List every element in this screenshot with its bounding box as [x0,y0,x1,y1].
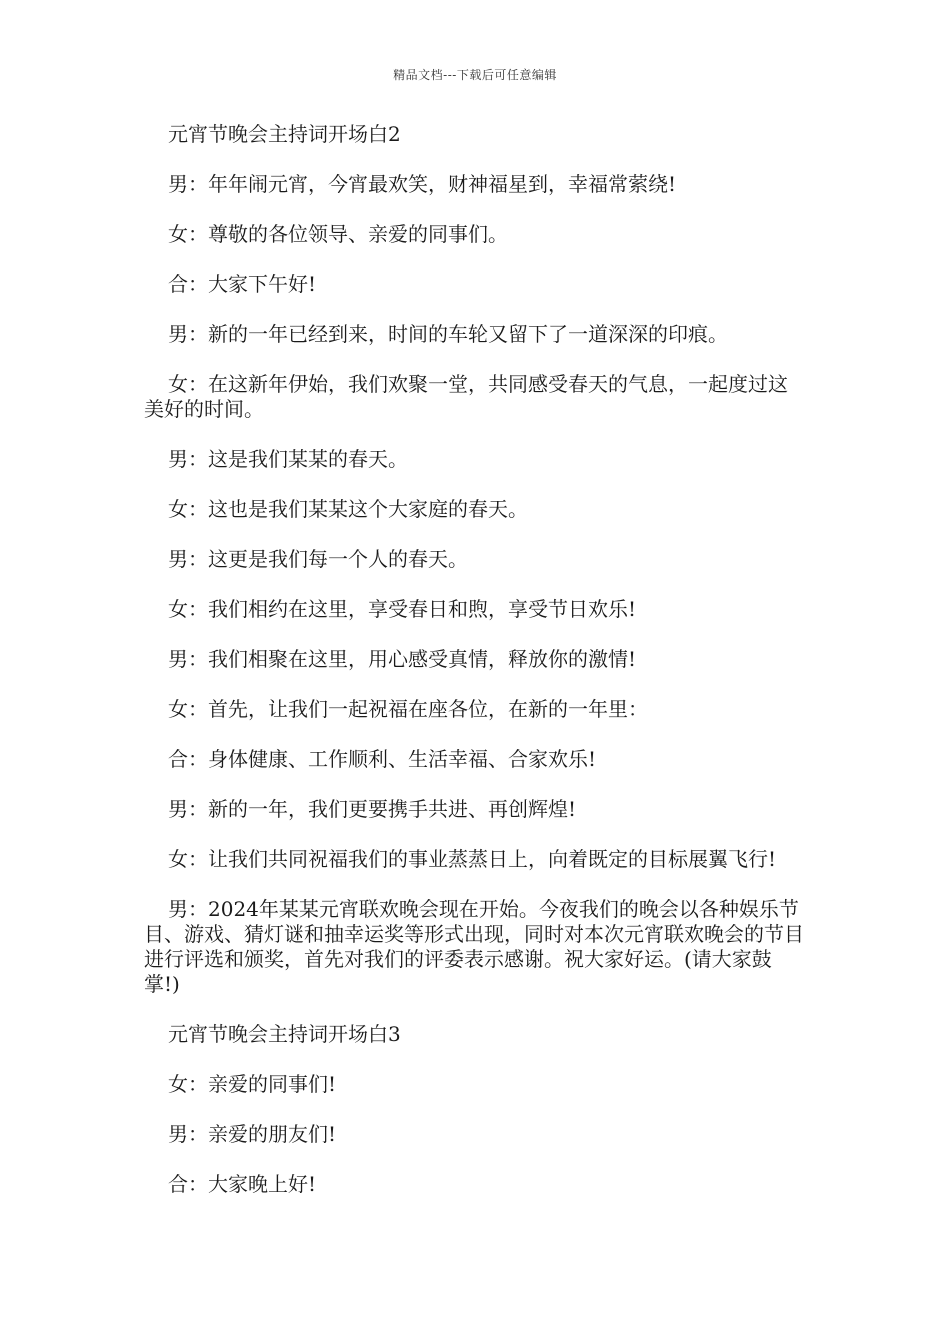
section-heading: 元宵节晚会主持词开场白3 [168,1022,401,1046]
dialogue-line: 男：这更是我们每一个人的春天。 [168,547,468,571]
dialogue-line: 男：这是我们某某的春天。 [168,447,408,471]
dialogue-line: 女：首先，让我们一起祝福在座各位，在新的一年里： [168,697,648,721]
section-heading: 元宵节晚会主持词开场白2 [168,122,401,146]
dialogue-line: 男：2024年某某元宵联欢晚会现在开始。今夜我们的晚会以各种娱乐节目、游戏、猜灯谜和抽幸运奖等形式出现，同时对本次元宵联欢晚会的节目进行评选和颁奖，首先对我们的评委表示感谢。祝大家好运。(请大家鼓掌!) [144,897,804,996]
page-header: 精品文档---下载后可任意编辑 [393,68,557,82]
document-body [144,122,806,1222]
dialogue-line: 女：尊敬的各位领导、亲爱的同事们。 [168,222,508,246]
dialogue-line: 女：这也是我们某某这个大家庭的春天。 [168,497,528,521]
dialogue-line: 男：亲爱的朋友们! [168,1122,337,1146]
dialogue-line: 女：我们相约在这里，享受春日和煦，享受节日欢乐! [168,597,637,621]
dialogue-line: 男：新的一年已经到来，时间的车轮又留下了一道深深的印痕。 [168,322,728,346]
dialogue-line: 男：我们相聚在这里，用心感受真情，释放你的激情! [168,647,637,671]
dialogue-line: 合：大家晚上好! [168,1172,317,1196]
dialogue-line: 女：亲爱的同事们! [168,1072,337,1096]
dialogue-line: 合：身体健康、工作顺利、生活幸福、合家欢乐! [168,747,597,771]
dialogue-line: 男：年年闹元宵，今宵最欢笑，财神福星到，幸福常萦绕! [168,172,677,196]
dialogue-line: 女：让我们共同祝福我们的事业蒸蒸日上，向着既定的目标展翼飞行! [168,847,777,871]
dialogue-line: 男：新的一年，我们更要携手共进、再创辉煌! [168,797,577,821]
dialogue-line: 女：在这新年伊始，我们欢聚一堂，共同感受春天的气息，一起度过这美好的时间。 [144,372,788,421]
dialogue-line: 合：大家下午好! [168,272,317,296]
